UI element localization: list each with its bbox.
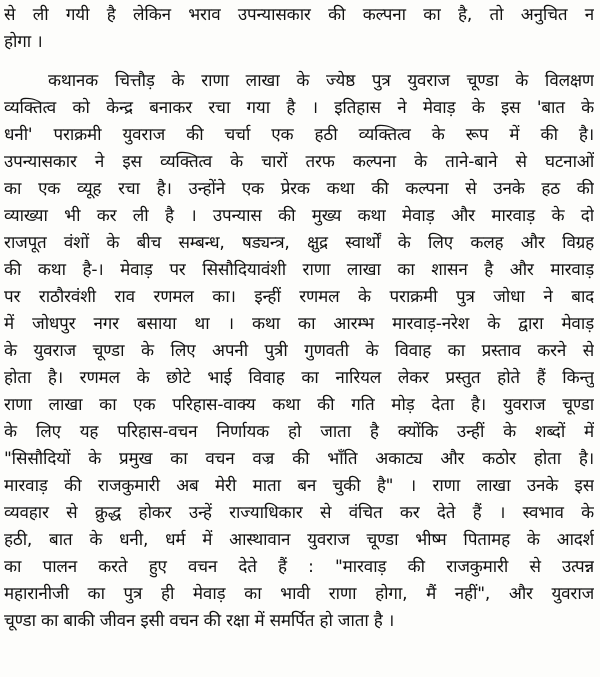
- text-line: व्याख्या भी कर ली है । उपन्यास की मुख्य कथा मेवाड़ और मारवाड़ के दो: [4, 206, 594, 226]
- text-line: उपन्यासकार ने इस व्यक्तित्व के चारों तरफ कल्पना के ताने-बाने से घटनाओं: [4, 152, 594, 172]
- text-line: की कथा है-। मेवाड़ पर सिसौदियावंशी राणा लाखा का शासन है और मारवाड़: [4, 260, 594, 280]
- text-line: महारानीजी का पुत्र ही मेवाड़ का भावी राणा होगा, मैं नहीं", और युवराज: [4, 584, 594, 604]
- text-line: का पालन करते हुए वचन देते हैं : "मारवाड़ की राजकुमारी से उत्पन्न: [4, 557, 594, 577]
- text-line: व्यवहार से क्रुद्ध होकर उन्हें राज्याधिकार से वंचित कर देते हैं । स्वभाव के: [4, 503, 594, 523]
- text-line: में जोधपुर नगर बसाया था । कथा का आरम्भ मारवाड़-नरेश के द्वारा मेवाड़: [4, 314, 594, 334]
- text-line: का एक व्यूह रचा है। उन्होंने एक प्रेरक कथा की कल्पना से उनके हठ की: [4, 179, 594, 199]
- text-line: मारवाड़ की राजकुमारी अब मेरी माता बन चुकी है" । राणा लाखा उनके इस: [4, 476, 594, 496]
- text-line: के लिए यह परिहास-वचन निर्णायक हो जाता है क्योंकि उन्हीं के शब्दों में: [4, 422, 594, 442]
- text-line: व्यक्तित्व को केन्द्र बनाकर रचा गया है । इतिहास ने मेवाड़ के इस 'बात के: [4, 98, 594, 118]
- paragraph-1: [4, 2, 594, 56]
- text-line: के युवराज चूण्डा के लिए अपनी पुत्री गुणवती के विवाह का प्रस्ताव करने से: [4, 341, 594, 361]
- text-line: से ली गयी है लेकिन भराव उपन्यासकार की कल्पना का है, तो अनुचित न: [4, 5, 594, 25]
- text-line: पर राठौरवंशी राव रणमल का। इन्हीं रणमल के पराक्रमी पुत्र जोधा ने बाद: [4, 287, 594, 307]
- paragraph-2: [4, 68, 594, 635]
- text-line: हठी, बात के धनी, धर्म में आस्थावान युवराज चूण्डा भीष्म पितामह के आदर्श: [4, 530, 594, 550]
- text-line: कथानक चित्तौड़ के राणा लाखा के ज्येष्ठ पुत्र युवराज चूण्डा के विलक्षण: [48, 71, 594, 91]
- text-line: "सिसौदियों के प्रमुख का वचन वज्र की भाँति अकाट्य और कठोर होता है।: [4, 449, 594, 469]
- text-line: धनी' पराक्रमी युवराज की चर्चा एक हठी व्यक्तित्व के रूप में की है।: [4, 125, 594, 145]
- text-line: होता है। रणमल के छोटे भाई विवाह का नारियल लेकर प्रस्तुत होते हैं किन्तु: [4, 368, 594, 388]
- text-line: राणा लाखा का एक परिहास-वाक्य कथा की गति मोड़ देता है। युवराज चूण्डा: [4, 395, 594, 415]
- text-line: राजपूत वंशों के बीच सम्बन्ध, षड्यन्त्र, क्षुद्र स्वार्थों के लिए कलह और विग्रह: [4, 233, 594, 253]
- text-line: होगा ।: [4, 32, 43, 52]
- text-line: चूण्डा का बाकी जीवन इसी वचन की रक्षा में समर्पित हो जाता है ।: [4, 611, 395, 631]
